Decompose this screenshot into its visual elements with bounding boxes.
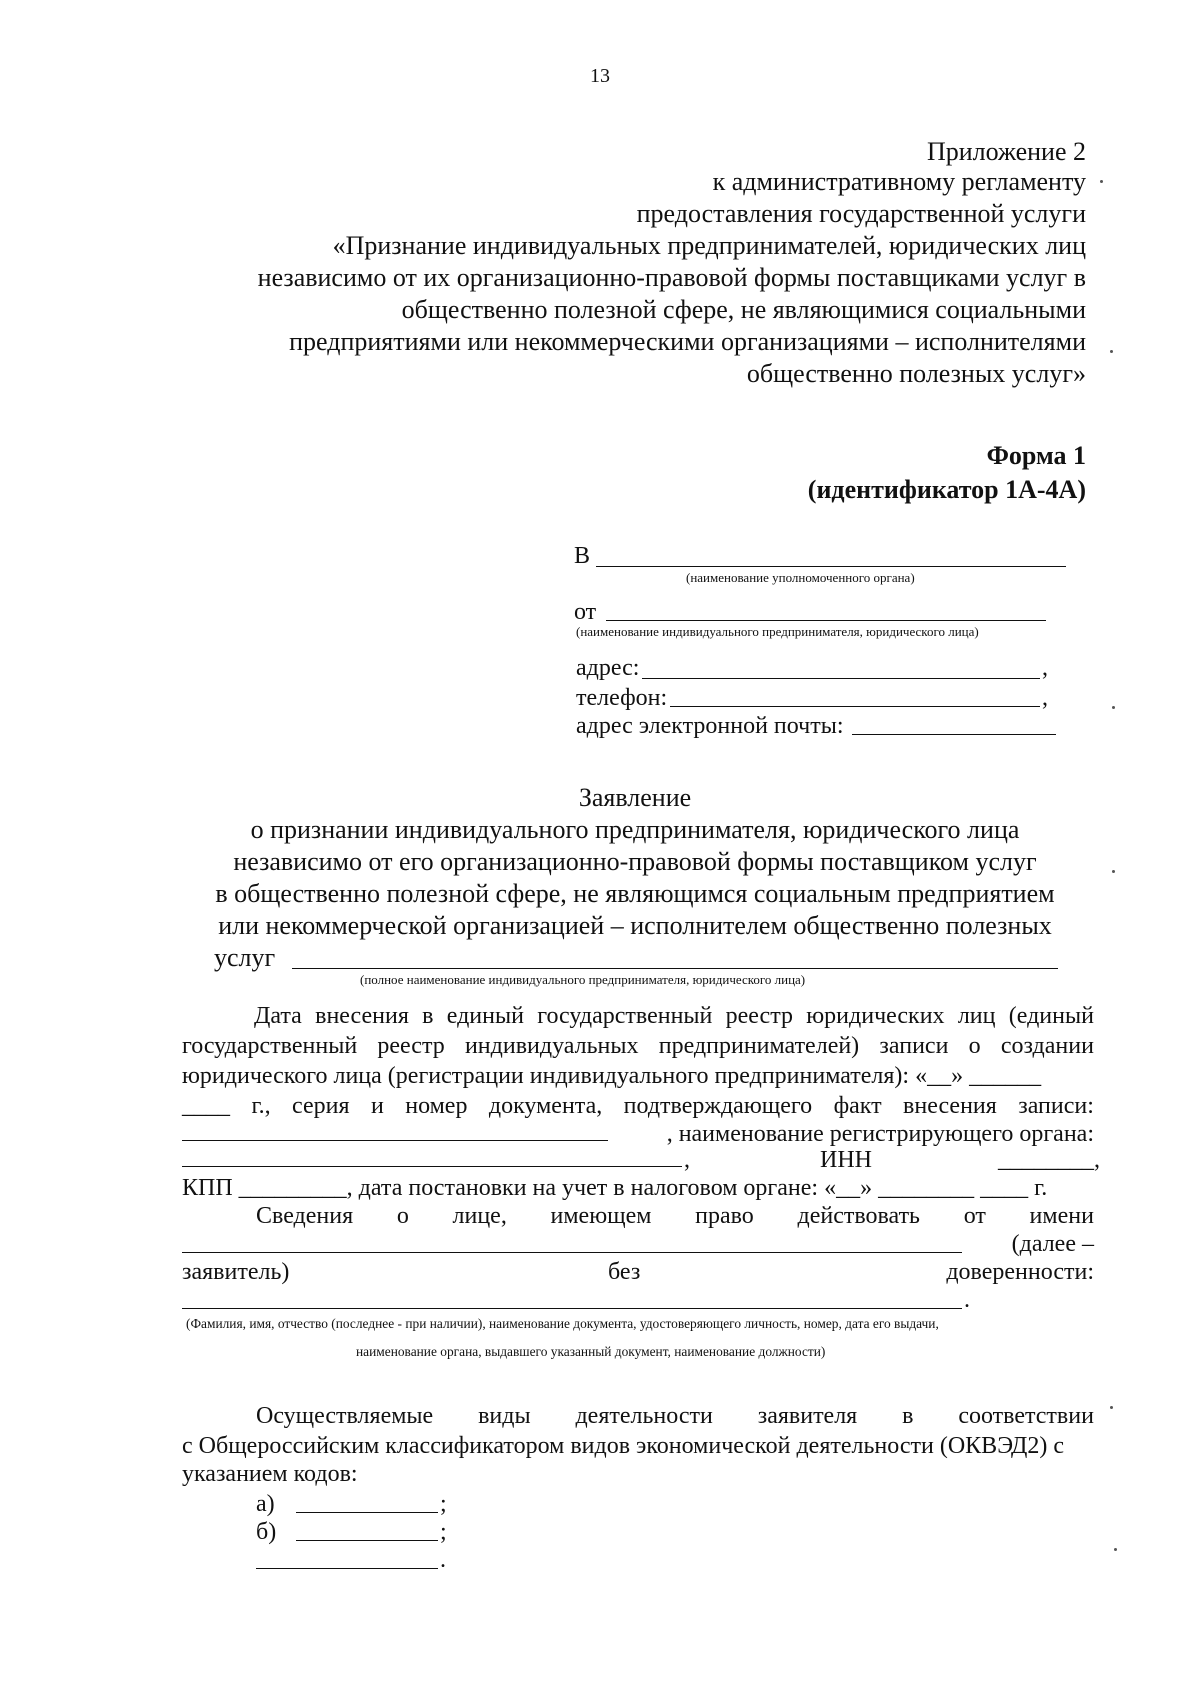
word: заявителя: [757, 1403, 858, 1429]
word: Дата: [254, 1003, 302, 1029]
address-label: адрес:: [576, 655, 640, 681]
word: государственный: [182, 1033, 358, 1059]
activities-paragraph-line-3: указанием кодов:: [182, 1461, 358, 1487]
applicant-paragraph-line-1: [256, 1200, 1094, 1232]
inn-field[interactable]: ________,: [998, 1147, 1100, 1173]
statement-line: в общественно полезной сфере, не являющимся социальным предприятием: [215, 879, 1055, 908]
word: соответствии: [958, 1403, 1094, 1429]
appendix-line: независимо от их организационно-правовой формы поставщиками услуг в: [257, 263, 1086, 292]
word: реестр: [725, 1003, 793, 1029]
word: факт: [833, 1093, 882, 1119]
scan-speck: [1112, 706, 1115, 709]
email-label: адрес электронной почты:: [576, 713, 844, 739]
item-label: а): [256, 1491, 275, 1517]
word: номер: [405, 1093, 468, 1119]
scan-speck: [1110, 1406, 1113, 1409]
form-title: Форма 1: [986, 441, 1086, 470]
word: ____: [182, 1093, 230, 1119]
to-label: В: [574, 543, 591, 569]
scan-speck: [1110, 350, 1113, 353]
page-number: 13: [590, 65, 610, 87]
activity-code-field-line[interactable]: [296, 1512, 438, 1513]
statement-title: Заявление: [578, 783, 692, 812]
registration-paragraph-line-1: [254, 1000, 1094, 1032]
full-name-caption: (полное наименование индивидуального предпринимателя, юридического лица): [360, 972, 806, 987]
registering-authority-field-line[interactable]: [182, 1166, 682, 1167]
appendix-line: общественно полезных услуг»: [746, 359, 1086, 388]
registration-paragraph-line-2: [182, 1030, 1094, 1062]
word: подтверждающего: [623, 1093, 813, 1119]
full-name-field-line[interactable]: [292, 968, 1058, 969]
activity-code-field-line[interactable]: [296, 1540, 438, 1541]
address-comma: ,: [1042, 655, 1048, 681]
word: государственный: [537, 1003, 713, 1029]
kpp-line: КПП _________, дата постановки на учет в налоговом органе: «__» ________ ____ г.: [182, 1175, 1048, 1201]
word: действовать: [797, 1203, 920, 1229]
statement-line: независимо от его организационно-правовой формы поставщиком услуг: [233, 847, 1037, 876]
scan-speck: [1112, 870, 1115, 873]
to-caption: (наименование уполномоченного органа): [686, 570, 915, 585]
word: право: [695, 1203, 754, 1229]
representative-details-field-line[interactable]: [182, 1308, 962, 1309]
phone-label: телефон:: [576, 685, 668, 711]
word: в: [422, 1003, 434, 1029]
statement-line: или некоммерческой организацией – исполнителем общественно полезных: [218, 911, 1052, 940]
without-word: без: [608, 1259, 641, 1285]
to-field-line[interactable]: [596, 566, 1066, 567]
phone-field-line[interactable]: [670, 706, 1040, 707]
item-end: ;: [440, 1491, 447, 1517]
word: документа,: [488, 1093, 603, 1119]
email-field-line[interactable]: [852, 734, 1056, 735]
registering-authority-label: , наименование регистрирующего органа:: [666, 1121, 1094, 1147]
representative-field-line[interactable]: [182, 1252, 962, 1253]
word: предпринимателей): [658, 1033, 860, 1059]
word: индивидуальных: [464, 1033, 639, 1059]
word: единый: [446, 1003, 524, 1029]
appendix-line: «Признание индивидуальных предпринимателей, юридических лиц: [332, 231, 1086, 260]
word: юридических: [806, 1003, 945, 1029]
word: г.,: [251, 1093, 271, 1119]
word: о: [396, 1203, 409, 1229]
word: имеющем: [550, 1203, 652, 1229]
word: Осуществляемые: [256, 1403, 434, 1429]
hereinafter-label: (далее –: [1011, 1231, 1094, 1257]
word: (единый: [1008, 1003, 1094, 1029]
inn-label: ИНН: [820, 1147, 872, 1173]
word: создании: [1000, 1033, 1094, 1059]
word: серия: [292, 1093, 350, 1119]
registration-paragraph-line-3: юридического лица (регистрации индивидуального предпринимателя): «__» ______: [182, 1063, 1042, 1089]
from-caption: (наименование индивидуального предпринимателя, юридического лица): [576, 624, 979, 639]
appendix-line: предоставления государственной услуги: [636, 199, 1086, 228]
applicant-word: заявитель): [182, 1259, 290, 1285]
word: записи: [879, 1033, 949, 1059]
item-label: б): [256, 1519, 277, 1545]
word: и: [370, 1093, 384, 1119]
word: от: [963, 1203, 986, 1229]
activity-code-field-line[interactable]: [256, 1568, 438, 1569]
word: Сведения: [256, 1203, 354, 1229]
word: лице,: [452, 1203, 507, 1229]
scan-speck: [1114, 1548, 1117, 1551]
representative-caption-2: наименование органа, выдавшего указанный документ, наименование должности): [356, 1344, 826, 1359]
appendix-title: Приложение 2: [926, 137, 1086, 166]
phone-comma: ,: [1042, 685, 1048, 711]
word: записи:: [1018, 1093, 1094, 1119]
representative-period: .: [964, 1287, 970, 1313]
activities-paragraph-line-2: с Общероссийским классификатором видов экономической деятельности (ОКВЭД2) с: [182, 1433, 1065, 1459]
statement-last-word: услуг: [214, 943, 276, 972]
appendix-line: предприятиями или некоммерческими организациями – исполнителями: [289, 327, 1086, 356]
document-number-field-line[interactable]: [182, 1140, 608, 1141]
word: внесения: [315, 1003, 409, 1029]
word: о: [968, 1033, 981, 1059]
word: виды: [478, 1403, 531, 1429]
word: лиц: [957, 1003, 996, 1029]
power-of-attorney-word: доверенности:: [946, 1259, 1094, 1285]
word: имени: [1029, 1203, 1094, 1229]
appendix-line: общественно полезной сфере, не являющимися социальными: [401, 295, 1086, 324]
address-field-line[interactable]: [642, 678, 1040, 679]
authority-comma: ,: [684, 1147, 690, 1173]
word: реестр: [377, 1033, 445, 1059]
from-label: от: [574, 599, 597, 625]
form-identifier: (идентификатор 1А-4А): [807, 475, 1086, 504]
activities-paragraph-line-1: [256, 1400, 1094, 1432]
statement-line: о признании индивидуального предпринимателя, юридического лица: [250, 815, 1020, 844]
representative-caption-1: (Фамилия, имя, отчество (последнее - при наличии), наименование документа, удостоверяющего личность, номер, дата его выдачи,: [186, 1316, 939, 1331]
scan-speck: [1100, 180, 1103, 183]
word: внесения: [903, 1093, 997, 1119]
word: деятельности: [575, 1403, 713, 1429]
word: в: [902, 1403, 914, 1429]
from-field-line[interactable]: [606, 620, 1046, 621]
item-end: .: [440, 1547, 446, 1573]
item-end: ;: [440, 1519, 447, 1545]
appendix-line: к административному регламенту: [712, 167, 1086, 196]
